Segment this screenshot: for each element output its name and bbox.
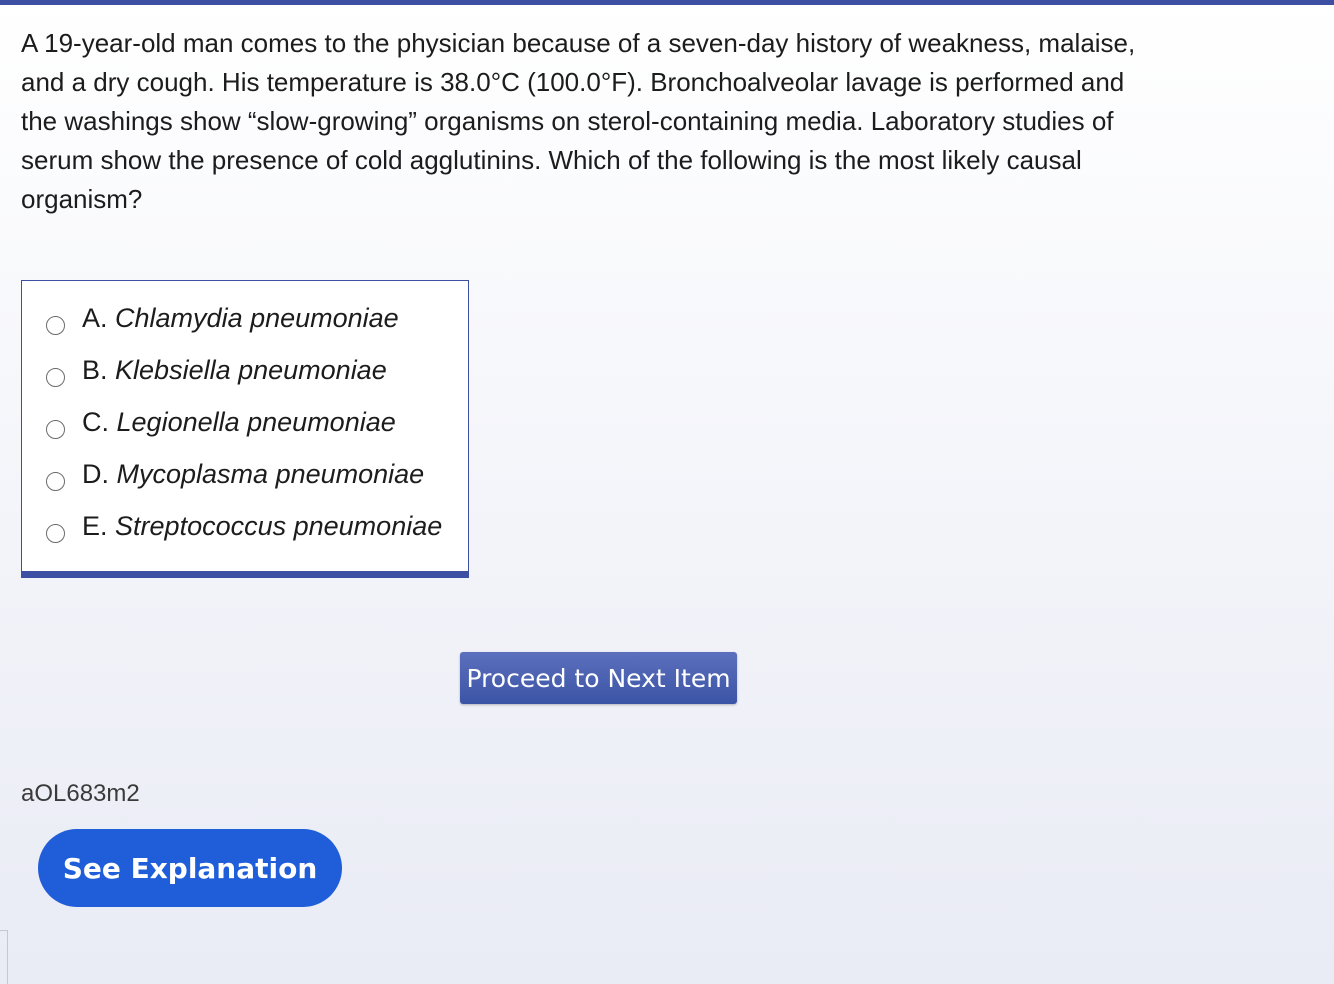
see-explanation-button[interactable]: See Explanation [38, 829, 342, 907]
choice-c[interactable] [22, 385, 468, 437]
top-accent-bar [0, 0, 1334, 5]
item-id: aOL683m2 [21, 780, 140, 807]
choice-e-organism: Streptococcus pneumoniae [115, 511, 443, 541]
choice-c-label [82, 407, 396, 438]
choice-d-label [82, 459, 424, 490]
choice-d[interactable] [22, 437, 468, 489]
choice-c-letter: C. [82, 407, 109, 437]
answer-choices [21, 280, 469, 578]
choice-a-label [82, 303, 399, 334]
question-stem: A 19-year-old man comes to the physician because of a seven-day history of weakness, malaise, and a dry cough. His temperature is 38.0°C (100.0°F). Bronchoalveolar lavage is performed and the washings show “slow-growing” organisms on sterol-containing media. Laboratory studies of serum show the presence of cold agglutinins. Which of the following is the most likely causal organism? [21, 28, 1136, 214]
proceed-to-next-item-button[interactable]: Proceed to Next Item [460, 652, 737, 704]
choice-a-organism: Chlamydia pneumoniae [115, 303, 399, 333]
choice-b[interactable] [22, 333, 468, 385]
choice-b-letter: B. [82, 355, 108, 385]
choice-e-letter: E. [82, 511, 108, 541]
radio-button-e[interactable] [46, 524, 65, 543]
choice-a[interactable] [22, 281, 468, 333]
choice-a-letter: A. [82, 303, 108, 333]
choice-b-organism: Klebsiella pneumoniae [115, 355, 387, 385]
frame-edge-vertical [7, 930, 8, 984]
choice-c-organism: Legionella pneumoniae [116, 407, 396, 437]
choice-e-label [82, 511, 442, 542]
choice-b-label [82, 355, 387, 386]
choice-d-organism: Mycoplasma pneumoniae [116, 459, 425, 489]
choice-d-letter: D. [82, 459, 109, 489]
choice-e[interactable] [22, 489, 468, 541]
